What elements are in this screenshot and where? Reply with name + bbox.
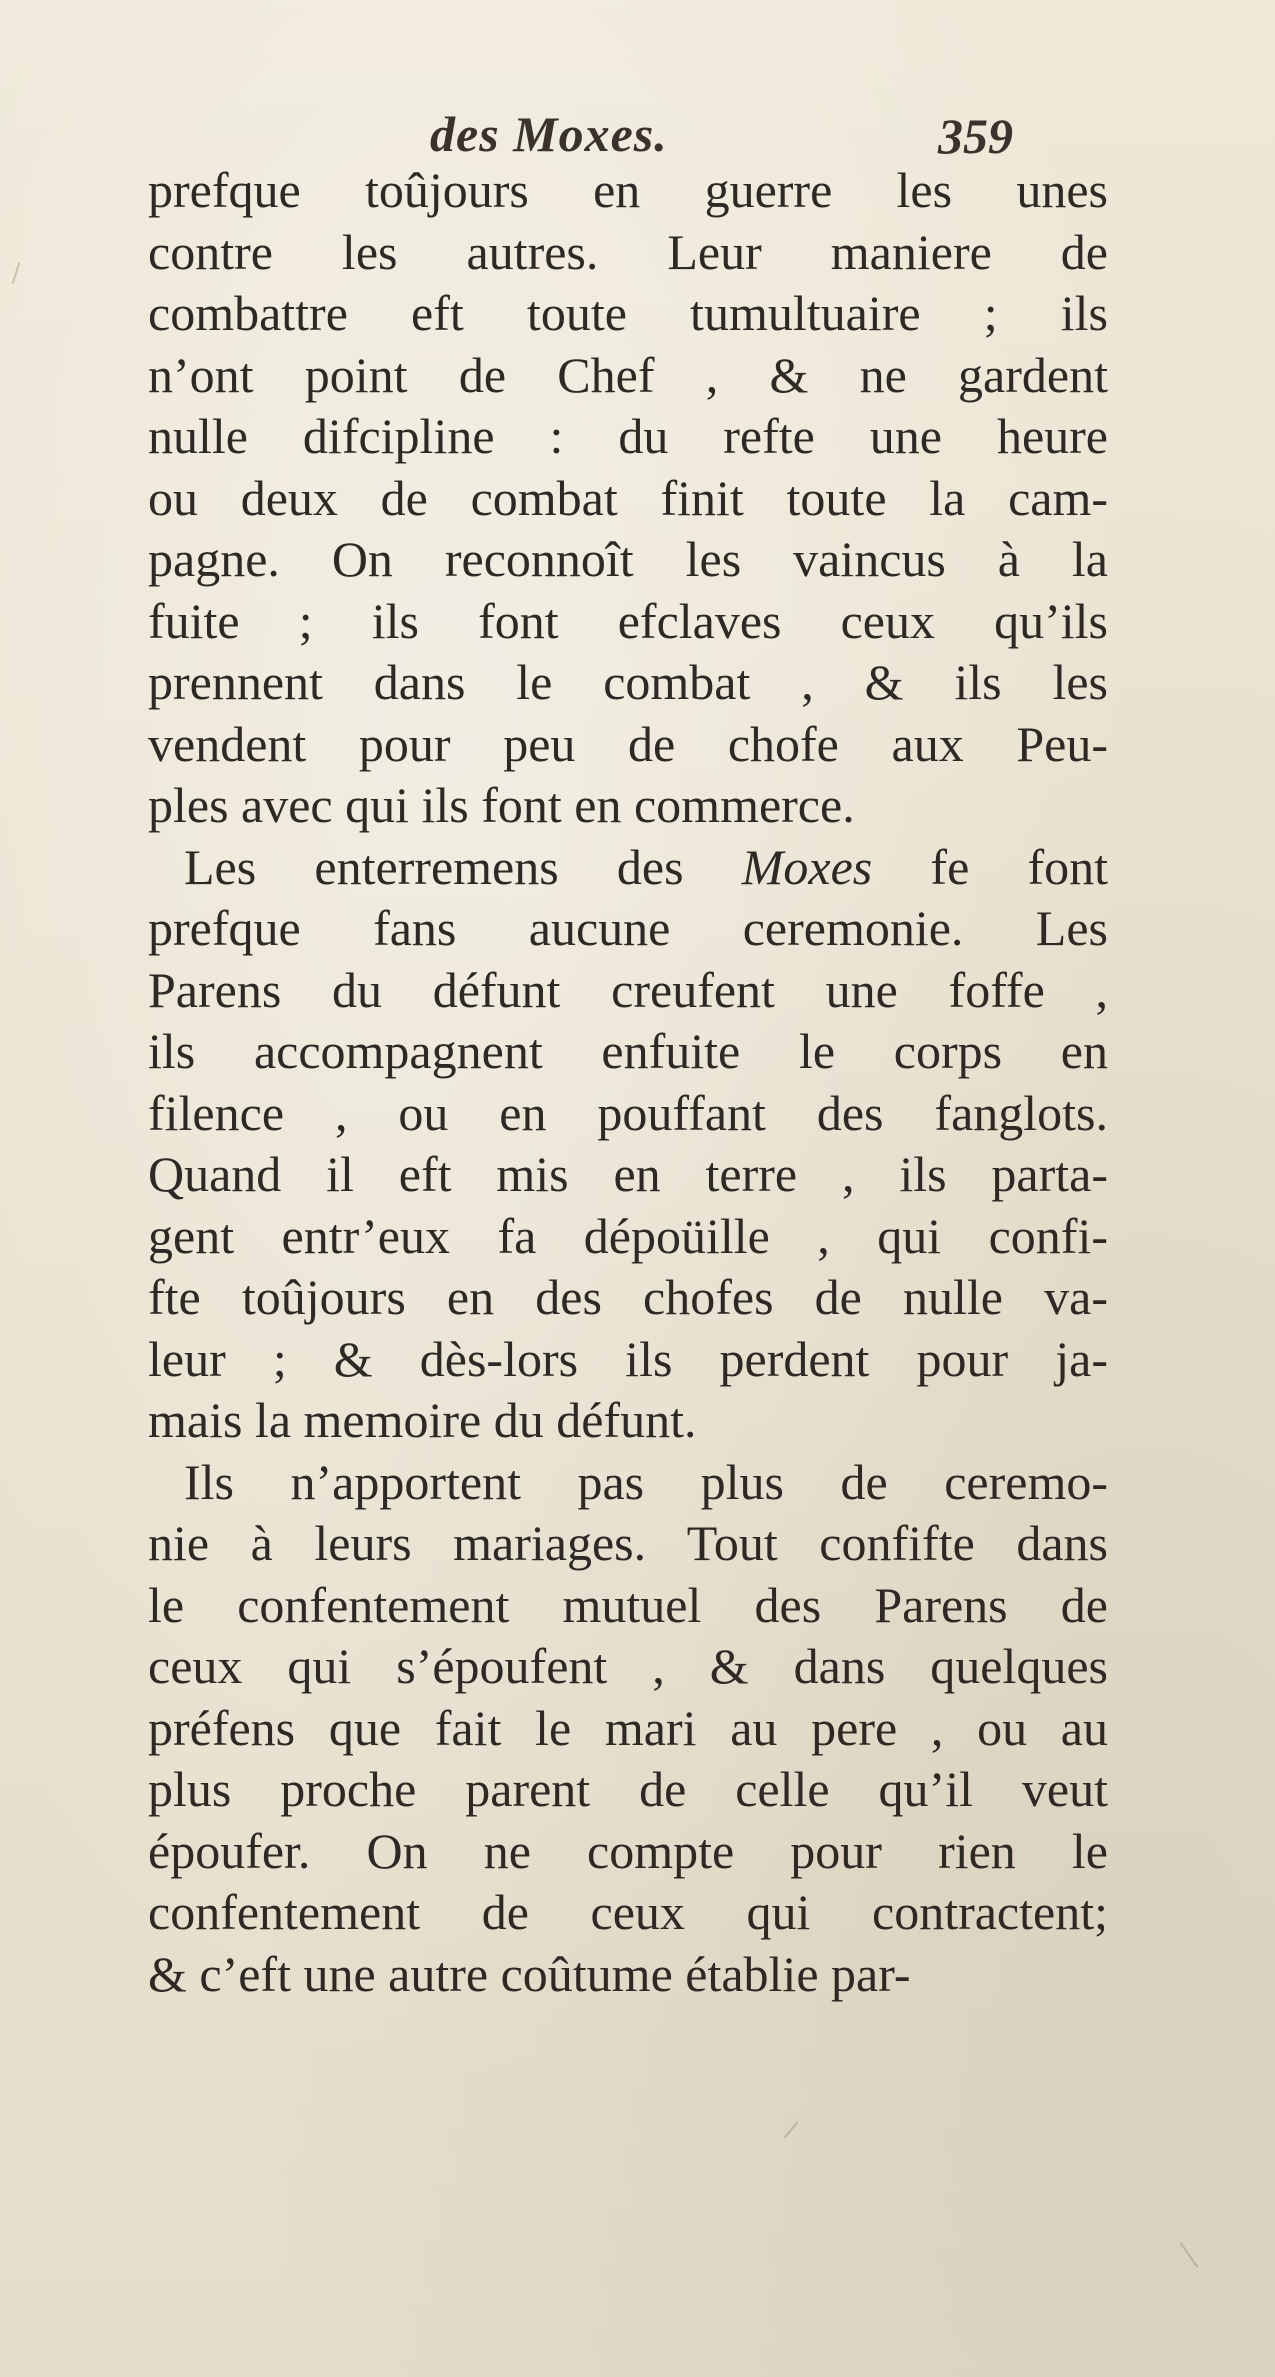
text-line: ils accompagnent enfuite le corps en	[148, 1023, 1108, 1079]
italic-name: Moxes	[741, 838, 873, 895]
paragraph-2	[148, 837, 1108, 1452]
text-line: confentement de ceux qui contractent;	[148, 1884, 1108, 1940]
text-line: prefque fans aucune ceremonie. Les	[148, 900, 1108, 956]
text-line: prennent dans le combat , & ils les	[148, 654, 1108, 710]
text-line: n’ont point de Chef , & ne gardent	[148, 346, 1108, 403]
text-run: fe font	[872, 838, 1109, 895]
paragraph-3	[148, 1452, 1108, 2006]
text-line: combattre eft toute tumultuaire ; ils	[148, 285, 1108, 341]
text-line: mais la memoire du défunt.	[148, 1392, 697, 1448]
text-line: ples avec qui ils font en commerce.	[148, 777, 855, 833]
text-line: gent entr’eux fa dépoüille , qui confi-	[148, 1207, 1108, 1264]
page-number: 359	[938, 108, 1013, 164]
text-line	[148, 837, 1108, 899]
text-line: leur ; & dès-lors ils perdent pour ja-	[148, 1330, 1108, 1387]
text-line: préfens que fait le mari au pere , ou au	[148, 1699, 1108, 1756]
text-line: fte toûjours en des chofes de nulle va-	[148, 1269, 1108, 1325]
text-line: fuite ; ils font efclaves ceux qu’ils	[148, 592, 1108, 649]
running-head: des Moxes.	[430, 106, 668, 162]
paper-speck	[784, 2122, 798, 2139]
text-line: Parens du défunt creufent une foffe ,	[148, 961, 1108, 1018]
text-line: nulle difcipline : du refte une heure	[148, 408, 1108, 464]
body-text	[148, 160, 1108, 2005]
text-line: pagne. On reconnoît les vaincus à la	[148, 531, 1108, 587]
text-line: ou deux de combat finit toute la cam-	[148, 469, 1108, 526]
text-line: Ils n’apportent pas plus de ceremo-	[184, 1453, 1108, 1510]
text-line: époufer. On ne compte pour rien le	[148, 1822, 1108, 1879]
text-line: ceux qui s’époufent , & dans quelques	[148, 1638, 1108, 1694]
text-line: nie à leurs mariages. Tout confifte dans	[148, 1515, 1108, 1571]
paragraph-1	[148, 160, 1108, 837]
text-line: plus proche parent de celle qu’il veut	[148, 1761, 1108, 1817]
text-line: filence , ou en pouffant des fanglots.	[148, 1084, 1108, 1141]
text-run: Les enterremens des	[184, 838, 742, 895]
text-line: Quand il eft mis en terre , ils parta-	[148, 1146, 1108, 1202]
paper-speck	[1180, 2242, 1199, 2268]
text-line: vendent pour peu de chofe aux Peu-	[148, 715, 1108, 772]
paper-speck	[12, 262, 21, 284]
text-line: contre les autres. Leur maniere de	[148, 223, 1108, 280]
text-line: & c’eft une autre coûtume établie par-	[148, 1945, 911, 2002]
text-line: prefque toûjours en guerre les unes	[148, 162, 1108, 218]
page-header	[0, 105, 1275, 165]
text-line: le confentement mutuel des Parens de	[148, 1576, 1108, 1633]
